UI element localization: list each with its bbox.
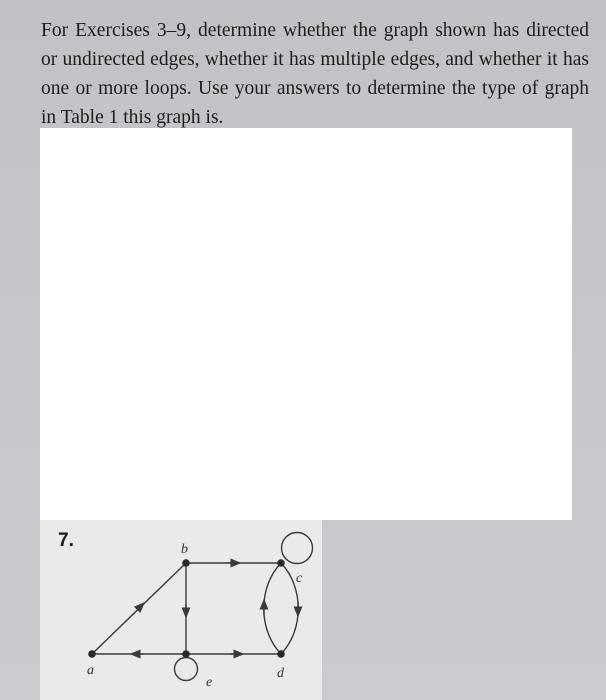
vertex-e [182, 650, 190, 658]
vertex-label-b: b [181, 542, 188, 557]
exercise-instructions: For Exercises 3–9, determine whether the graph shown has directed or undirected edges, whether it has multiple edges, and whether it has one or more loops. Use your answers to determine the type of graph in Table 1 this graph is. [41, 20, 589, 128]
vertex-label-a: a [87, 663, 94, 678]
edge-d-c-left [264, 563, 281, 654]
vertex-b [182, 559, 190, 567]
vertex-a [88, 650, 96, 658]
vertex-label-d: d [277, 666, 284, 681]
vertex-label-c: c [296, 571, 303, 586]
exercise-number: 7. [58, 530, 74, 551]
vertex-c [277, 559, 285, 567]
vertex-d [277, 650, 285, 658]
loop-e [175, 658, 198, 681]
vertex-label-e: e [206, 675, 213, 690]
loop-c [282, 533, 313, 564]
